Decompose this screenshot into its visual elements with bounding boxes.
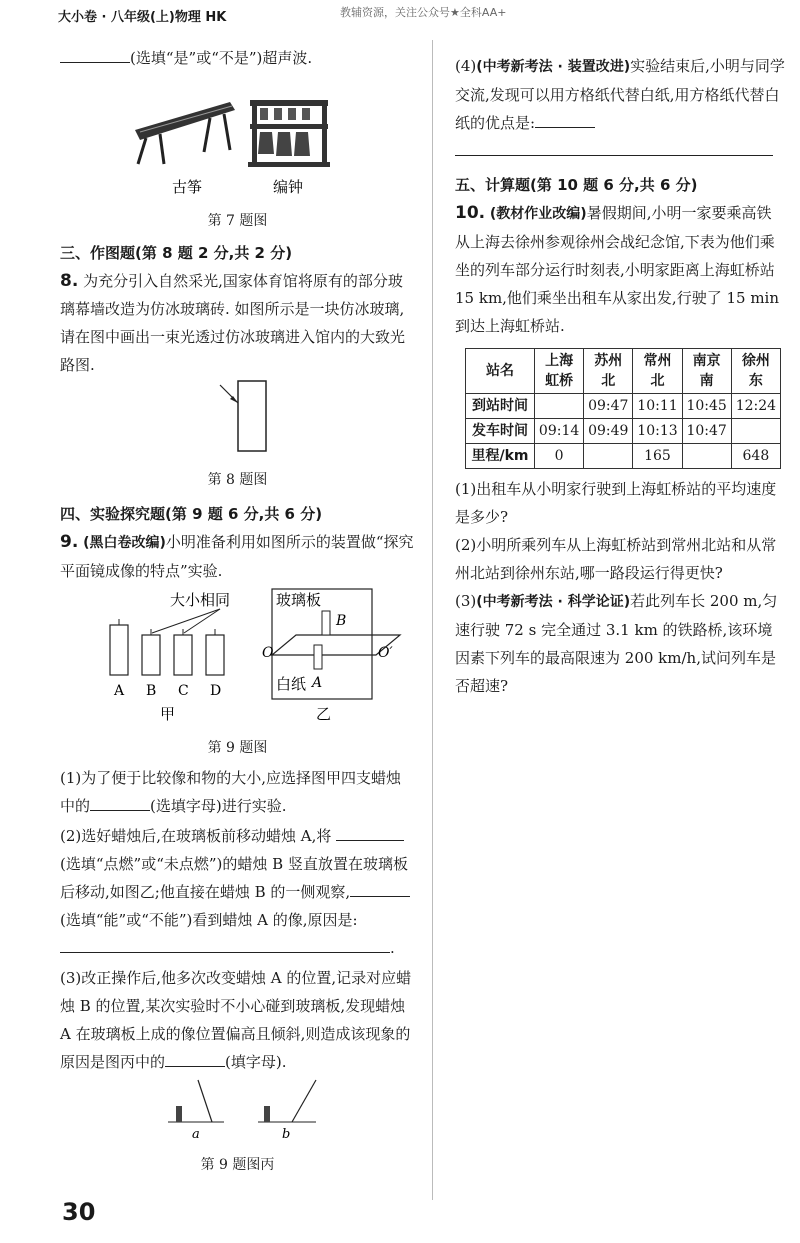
table-header-cell: 站名: [466, 349, 535, 394]
fig9-jia-label: 甲: [160, 705, 176, 723]
q9-reason-line: .: [60, 934, 415, 962]
table-cell: 165: [633, 444, 682, 469]
candle-a-icon: [176, 1106, 182, 1122]
fig9-same-size-label: 大小相同: [170, 591, 231, 609]
table-cell: [731, 419, 780, 444]
answer-blank[interactable]: [455, 139, 773, 156]
candle-a-image: [314, 645, 322, 669]
fig7-label-guzheng: 古筝: [172, 178, 203, 196]
candle-b-icon: [264, 1106, 270, 1122]
candle-label-b: B: [146, 683, 157, 699]
answer-blank[interactable]: [165, 1050, 225, 1067]
table-row: [466, 419, 781, 444]
guzheng-icon: [135, 102, 235, 164]
candle-b: [142, 629, 160, 675]
q9-part3: (3)改正操作后,他多次改变蜡烛 A 的位置,记录对应蜡烛 B 的位置,某次实验时不小心碰到玻璃板,发现蜡烛 A 在玻璃板上成的像位置偏高且倾斜,则造成该现象的原因是图丙中的 (填字母).: [60, 969, 412, 1071]
table-cell: 0: [535, 444, 584, 469]
white-paper-label: 白纸: [276, 675, 307, 693]
answer-blank[interactable]: [350, 880, 410, 897]
section-4-heading: 四、实验探究题(第 9 题 6 分,共 6 分): [60, 505, 323, 523]
table-cell: 09:49: [584, 419, 633, 444]
ice-glass-block: [238, 381, 266, 451]
candle-b-label: B: [336, 613, 347, 629]
fig9c-label-b: b: [282, 1127, 291, 1142]
table-header-cell: 常州 北: [633, 349, 682, 394]
answer-blank[interactable]: [336, 824, 404, 841]
table-row: [466, 444, 781, 469]
column-divider: [432, 40, 433, 1200]
candle-c: [174, 629, 192, 675]
left-column: [60, 44, 415, 1179]
q10: 10. (教材作业改编)暑假期间,小明一家要乘高铁从上海去徐州参观徐州会战纪念馆,下表为他们乘坐的列车部分运行时刻表,小明家距离上海虹桥站 15 km,他们乘坐出租车从家出发,行驶了 15 min 到达上海虹桥站.: [455, 203, 780, 335]
fig8-caption: 第 8 题图: [207, 472, 268, 488]
table-header-cell: 徐州 东: [731, 349, 780, 394]
figure-7: [60, 72, 415, 202]
q10-part2: (2)小明所乘列车从上海虹桥站到常州北站和从常州北站到徐州东站,哪一路段运行得更快?: [455, 536, 777, 582]
timetable-header-row: [466, 349, 781, 394]
glass-plate-b: [292, 1080, 316, 1122]
candle-b-image: [322, 611, 330, 635]
table-cell: [584, 444, 633, 469]
table-cell: 10:13: [633, 419, 682, 444]
table-cell: 里程/km: [466, 444, 535, 469]
arrow-icon: [230, 396, 238, 403]
fig7-label-bianzhong: 编钟: [273, 178, 304, 196]
q7-tail: (选填“是”或“不是”)超声波.: [60, 44, 415, 72]
answer-blank[interactable]: [60, 46, 130, 63]
book-title: 大小卷 · 八年级(上)物理 HK: [58, 10, 227, 25]
table-cell: 648: [731, 444, 780, 469]
table-cell: 10:45: [682, 394, 731, 419]
table-header-cell: 南京 南: [682, 349, 731, 394]
table-cell: 到站时间: [466, 394, 535, 419]
o-prime-label: O′: [378, 645, 393, 661]
q9: 9. (黑白卷改编)小明准备利用如图所示的装置做“探究平面镜成像的特点”实验.: [60, 532, 414, 580]
figure-8: [60, 379, 415, 457]
table-cell: [682, 444, 731, 469]
q10-part1: (1)出租车从小明家行驶到上海虹桥站的平均速度是多少?: [455, 480, 777, 526]
q10-part3: (3)(中考新考法 · 科学论证)若此列车长 200 m,匀速行驶 72 s 完全通过 3.1 km 的铁路桥,该环境因素下列车的最高限速为 200 km/h,试问列车是否超速?: [455, 592, 778, 695]
candle-label-d: D: [210, 683, 222, 699]
fig9-yi-label: 乙: [316, 705, 332, 723]
answer-blank[interactable]: [90, 794, 150, 811]
candle-a-label: A: [312, 675, 323, 691]
candle-a: [110, 619, 128, 675]
candle-d: [206, 629, 224, 675]
page-number: 30: [62, 1198, 96, 1226]
table-header-cell: 苏州 北: [584, 349, 633, 394]
figure-9c: [60, 1076, 415, 1142]
table-cell: 09:47: [584, 394, 633, 419]
candle-label-a: A: [114, 683, 125, 699]
glass-plate-label: 玻璃板: [276, 591, 322, 609]
table-cell: 10:47: [682, 419, 731, 444]
table-cell: 09:14: [535, 419, 584, 444]
table-cell: 10:11: [633, 394, 682, 419]
fig9-caption: 第 9 题图: [207, 740, 268, 756]
table-cell: 12:24: [731, 394, 780, 419]
q9-part2: (2)选好蜡烛后,在玻璃板前移动蜡烛 A,将 (选填“点燃”或“未点燃”)的蜡烛 B 竖直放置在玻璃板后移动,如图乙;他直接在蜡烛 B 的一侧观察,(选填“能”或“不能”)看到蜡烛 A 的像,原因是:: [60, 822, 415, 934]
table-row: [466, 394, 781, 419]
answer-blank[interactable]: [535, 111, 595, 128]
o-label: O: [262, 645, 274, 661]
q8: 8. 为充分引入自然采光,国家体育馆将原有的部分玻璃幕墙改造为仿冰玻璃砖. 如图所示是一块仿冰玻璃,请在图中画出一束光透过仿冰玻璃进入馆内的大致光路图.: [60, 271, 406, 374]
fig7-caption: 第 7 题图: [207, 213, 268, 229]
bianzhong-icon: [248, 100, 330, 167]
q9-part4: (4)(中考新考法 · 装置改进)实验结束后,小明与同学交流,发现可以用方格纸代替白纸,用方格纸代替白纸的优点是:: [455, 57, 785, 132]
figure-9: [60, 585, 415, 725]
right-column: [455, 52, 785, 700]
fig9c-label-a: a: [192, 1127, 200, 1142]
watermark-note: 教辅资源，关注公众号★全科AA+: [340, 6, 507, 19]
candle-label-c: C: [178, 683, 189, 699]
section-5-heading: 五、计算题(第 10 题 6 分,共 6 分): [455, 176, 698, 194]
q9-part1: (1)为了便于比较像和物的大小,应选择图甲四支蜡烛中的 (选填字母)进行实验.: [60, 769, 402, 815]
table-cell: 发车时间: [466, 419, 535, 444]
q9-part4-line: [455, 137, 785, 165]
glass-plate-a: [198, 1080, 212, 1122]
section-3-heading: 三、作图题(第 8 题 2 分,共 2 分): [60, 244, 293, 262]
table-cell: [535, 394, 584, 419]
fig9c-caption: 第 9 题图丙: [200, 1157, 275, 1173]
table-header-cell: 上海 虹桥: [535, 349, 584, 394]
answer-blank[interactable]: [60, 936, 390, 953]
timetable: [465, 348, 781, 469]
